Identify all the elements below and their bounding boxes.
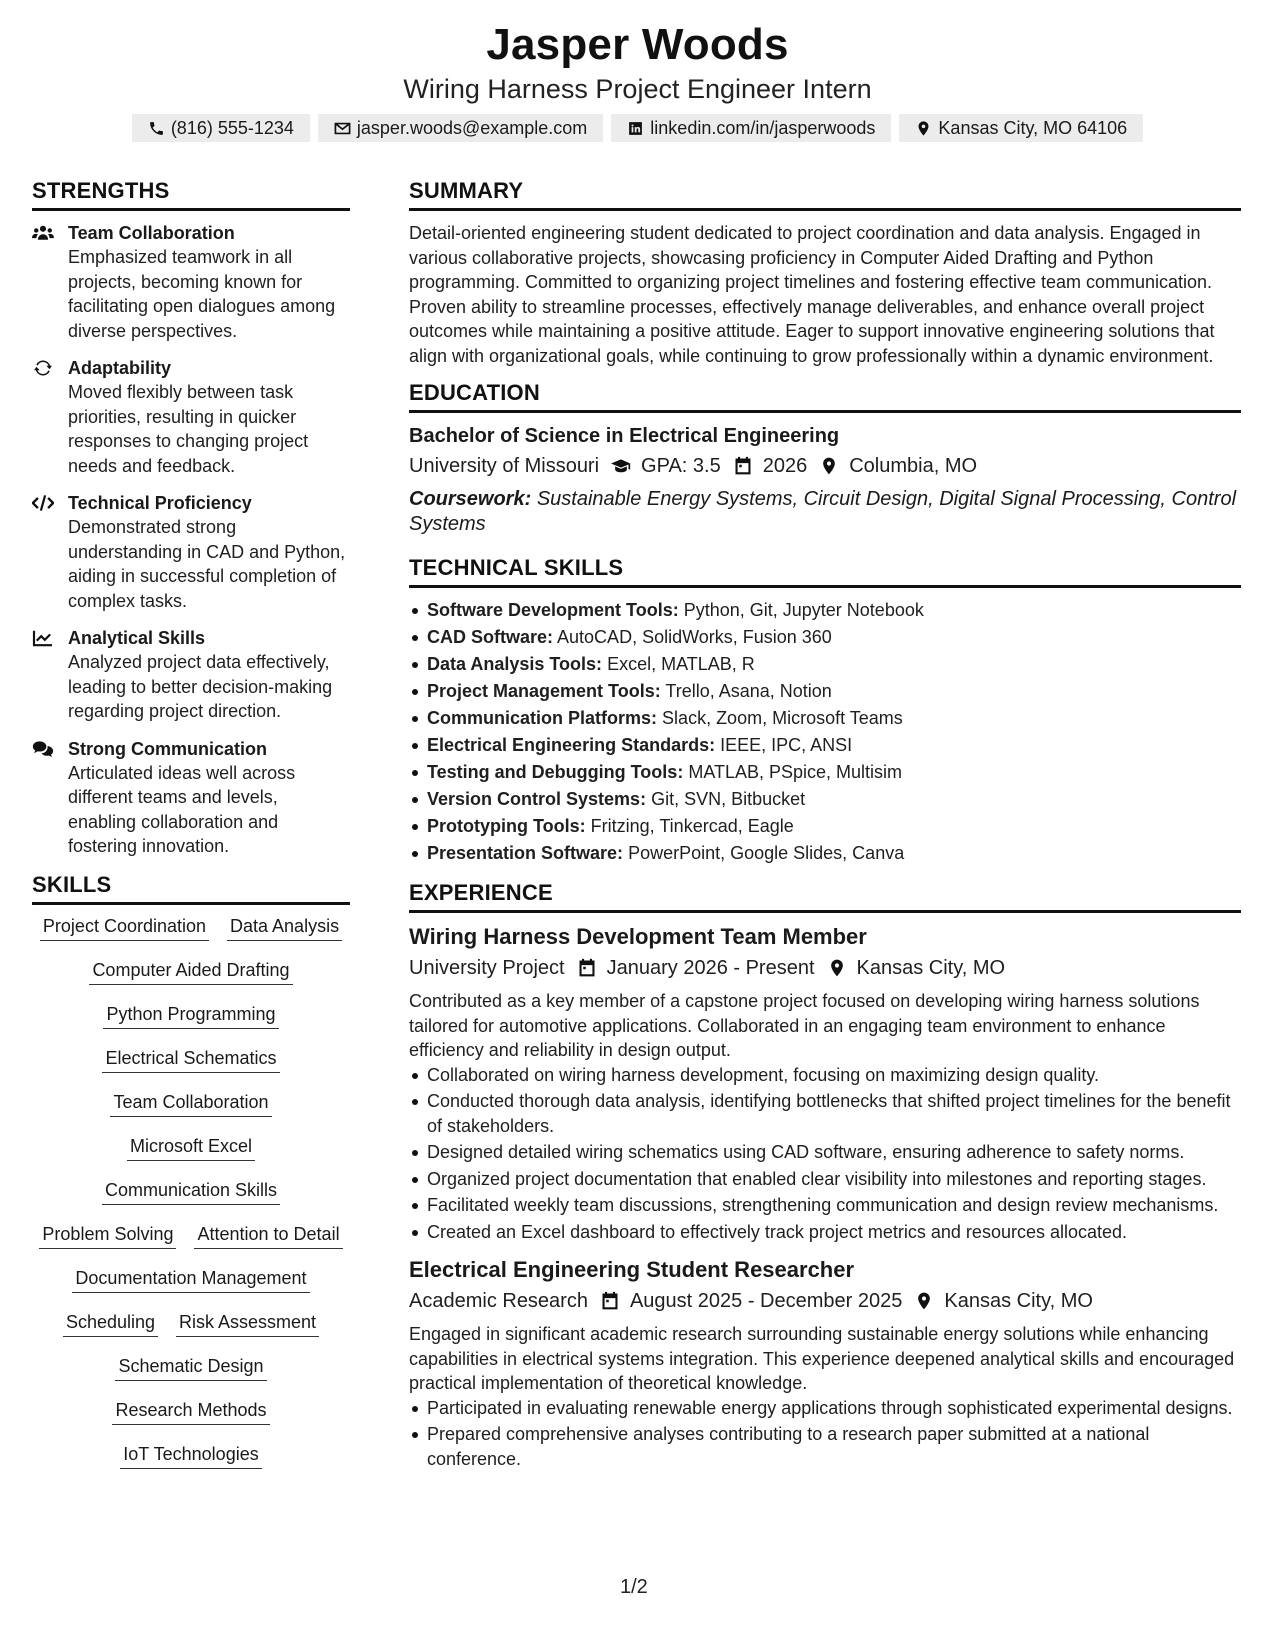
job-title: Wiring Harness Development Team Member [409, 924, 867, 949]
calendar-icon [600, 1291, 620, 1311]
skills-heading: SKILLS [32, 872, 350, 905]
chart-line-icon [32, 629, 54, 647]
calendar-icon [733, 456, 753, 476]
users-icon [32, 224, 54, 242]
candidate-name: Jasper Woods [486, 20, 789, 69]
tech-label: CAD Software: [427, 627, 554, 647]
strength-item [32, 626, 350, 724]
list-item [427, 760, 1241, 785]
email-text: jasper.woods@example.com [356, 117, 588, 138]
strength-title: Team Collaboration [68, 223, 235, 243]
tech-value: Excel, MATLAB, R [607, 654, 755, 674]
tech-label: Version Control Systems: [427, 789, 647, 809]
education-meta [409, 451, 1241, 481]
linkedin-text: linkedin.com/in/jasperwoods [650, 117, 876, 138]
skill-tag: Attention to Detail [194, 1223, 342, 1249]
skill-tag: Electrical Schematics [102, 1047, 279, 1073]
job-description: Contributed as a key member of a capstone project focused on developing wiring harness solutions tailored for automotive applications. Collaborated in an engaging team environment to enhance efficiency and reliability in design output. [409, 991, 1200, 1060]
contact-linkedin[interactable] [611, 114, 891, 142]
tech-label: Software Development Tools: [427, 600, 679, 620]
skill-tag: Research Methods [112, 1399, 269, 1425]
skill-tag: Team Collaboration [110, 1091, 271, 1117]
school-location: Columbia, MO [849, 455, 978, 477]
strength-desc: Demonstrated strong understanding in CAD and Python, aiding in successful completion of complex tasks. [68, 517, 346, 611]
job-location: Kansas City, MO [856, 957, 1006, 979]
skill-tag: Communication Skills [102, 1179, 280, 1205]
phone-icon [148, 120, 165, 137]
strength-desc: Moved flexibly between task priorities, resulting in quicker responses to changing project needs and feedback. [68, 382, 309, 476]
list-item [427, 787, 1241, 812]
tech-value: Fritzing, Tinkercad, Eagle [590, 816, 794, 836]
job-location: Kansas City, MO [944, 1290, 1093, 1312]
sync-icon [32, 359, 54, 377]
degree-title: Bachelor of Science in Electrical Engineering [409, 425, 840, 447]
skills-tags [32, 915, 350, 1469]
location-text: Kansas City, MO 64106 [938, 117, 1128, 138]
skill-tag: Python Programming [103, 1003, 278, 1029]
list-item: Designed detailed wiring schematics using CAD software, ensuring adherence to safety norms. [427, 1140, 1241, 1165]
job-entry [409, 1256, 1241, 1471]
tech-value: AutoCAD, SolidWorks, Fusion 360 [557, 627, 832, 647]
tech-label: Project Management Tools: [427, 681, 661, 701]
tech-label: Communication Platforms: [427, 708, 658, 728]
technical-skills-list [409, 598, 1241, 866]
skill-tag: Computer Aided Drafting [89, 959, 292, 985]
technical-skills-heading: TECHNICAL SKILLS [409, 555, 1241, 588]
skill-tag: Project Coordination [40, 915, 209, 941]
skill-tag: Schematic Design [115, 1355, 266, 1381]
list-item: Organized project documentation that enabled clear visibility into milestones and reporting stages. [427, 1167, 1241, 1192]
job-dates: January 2026 - Present [606, 957, 815, 979]
strength-desc: Articulated ideas well across different teams and levels, enabling collaboration and fostering innovation. [68, 762, 296, 856]
list-item [427, 625, 1241, 650]
map-marker-icon [915, 120, 932, 137]
tech-value: IEEE, IPC, ANSI [720, 735, 853, 755]
job-description: Engaged in significant academic research surrounding sustainable energy solutions while enhancing capabilities in electrical systems integration. This experience deepened analytical skills and encouraged practical implementation of theoretical knowledge. [409, 1324, 1235, 1393]
calendar-icon [577, 958, 597, 978]
code-icon [32, 494, 54, 512]
tech-label: Prototyping Tools: [427, 816, 586, 836]
envelope-icon [334, 120, 351, 137]
school-name: University of Missouri [409, 455, 600, 477]
job-org: University Project [409, 957, 565, 979]
map-marker-icon [819, 456, 839, 476]
strength-item [32, 737, 350, 859]
tech-value: MATLAB, PSpice, Multisim [688, 762, 903, 782]
right-column [409, 178, 1241, 1473]
tech-value: Slack, Zoom, Microsoft Teams [662, 708, 903, 728]
list-item [427, 652, 1241, 677]
strength-item [32, 356, 350, 478]
tech-value: Trello, Asana, Notion [665, 681, 832, 701]
map-marker-icon [827, 958, 847, 978]
strengths-heading: STRENGTHS [32, 178, 350, 211]
phone-text: (816) 555-1234 [170, 117, 294, 138]
list-item: Facilitated weekly team discussions, strengthening communication and design review mechanisms. [427, 1193, 1241, 1218]
linkedin-icon [627, 120, 644, 137]
list-item [427, 841, 1241, 866]
education-heading: EDUCATION [409, 380, 1241, 413]
tech-value: Python, Git, Jupyter Notebook [683, 600, 924, 620]
skill-tag: Problem Solving [39, 1223, 176, 1249]
skill-tag: Microsoft Excel [127, 1135, 255, 1161]
gpa-text: GPA: 3.5 [641, 455, 721, 477]
strength-title: Analytical Skills [68, 628, 206, 648]
skill-tag: Data Analysis [227, 915, 342, 941]
strength-item [32, 491, 350, 613]
skill-tag: Scheduling [63, 1311, 158, 1337]
job-dates: August 2025 - December 2025 [629, 1290, 903, 1312]
grad-year: 2026 [762, 455, 808, 477]
strength-title: Adaptability [68, 358, 172, 378]
list-item: Participated in evaluating renewable energy applications through sophisticated experimental designs. [427, 1396, 1241, 1421]
summary-text: Detail-oriented engineering student dedicated to project coordination and data analysis. Engaged in various collaborative projects, showcasing proficiency in Computer Aided Drafting and Python programming. Committed to organizing project timelines and fostering effective team communication. Proven ability to streamline processes, effectively manage deliverables, and enhance overall project outcomes while maintaining a positive attitude. Eager to support innovative engineering solutions that align with organizational goals, while continuing to grow professionally within a dynamic environment. [409, 223, 1215, 366]
tech-value: Git, SVN, Bitbucket [651, 789, 806, 809]
list-item [427, 814, 1241, 839]
strength-desc: Analyzed project data effectively, leading to better decision-making regarding project direction. [68, 652, 333, 721]
list-item: Collaborated on wiring harness development, focusing on maximizing design quality. [427, 1063, 1241, 1088]
contact-bar [0, 114, 1275, 142]
tech-label: Presentation Software: [427, 843, 624, 863]
page-number: 1/2 [620, 1576, 648, 1598]
tech-value: PowerPoint, Google Slides, Canva [628, 843, 905, 863]
strength-desc: Emphasized teamwork in all projects, becoming known for facilitating open dialogues among diverse perspectives. [68, 247, 336, 341]
contact-email[interactable] [318, 114, 603, 142]
candidate-role: Wiring Harness Project Engineer Intern [403, 74, 872, 104]
list-item [427, 706, 1241, 731]
experience-heading: EXPERIENCE [409, 880, 1241, 913]
list-item: Created an Excel dashboard to effectively track project metrics and resources allocated. [427, 1220, 1241, 1245]
contact-phone[interactable] [132, 114, 310, 142]
list-item: Conducted thorough data analysis, identifying bottlenecks that shifted project timelines for the benefit of stakeholders. [427, 1089, 1241, 1138]
list-item [427, 598, 1241, 623]
coursework-text: Sustainable Energy Systems, Circuit Design, Digital Signal Processing, Control Systems [409, 488, 1237, 535]
coursework-label: Coursework: [409, 488, 532, 510]
job-title: Electrical Engineering Student Researcher [409, 1257, 855, 1282]
skill-tag: Risk Assessment [176, 1311, 319, 1337]
summary-heading: SUMMARY [409, 178, 1241, 211]
strength-title: Strong Communication [68, 738, 267, 759]
job-entry [409, 923, 1241, 1244]
job-bullets [409, 1063, 1241, 1245]
skill-tag: IoT Technologies [120, 1443, 261, 1469]
tech-label: Data Analysis Tools: [427, 654, 603, 674]
tech-label: Testing and Debugging Tools: [427, 762, 684, 782]
contact-location [899, 114, 1143, 142]
list-item: Prepared comprehensive analyses contributing to a research paper submitted at a national conference. [427, 1422, 1241, 1471]
map-marker-icon [914, 1291, 934, 1311]
job-meta [409, 1286, 1241, 1316]
graduation-cap-icon [611, 456, 631, 476]
job-org: Academic Research [409, 1290, 588, 1312]
coursework [409, 487, 1241, 537]
left-column [32, 178, 350, 1469]
strength-item [32, 221, 350, 343]
list-item [427, 733, 1241, 758]
job-meta [409, 953, 1241, 983]
tech-label: Electrical Engineering Standards: [427, 735, 716, 755]
strength-title: Technical Proficiency [68, 493, 252, 513]
job-bullets [409, 1396, 1241, 1472]
comments-icon [32, 740, 54, 758]
list-item [427, 679, 1241, 704]
skill-tag: Documentation Management [72, 1267, 309, 1293]
